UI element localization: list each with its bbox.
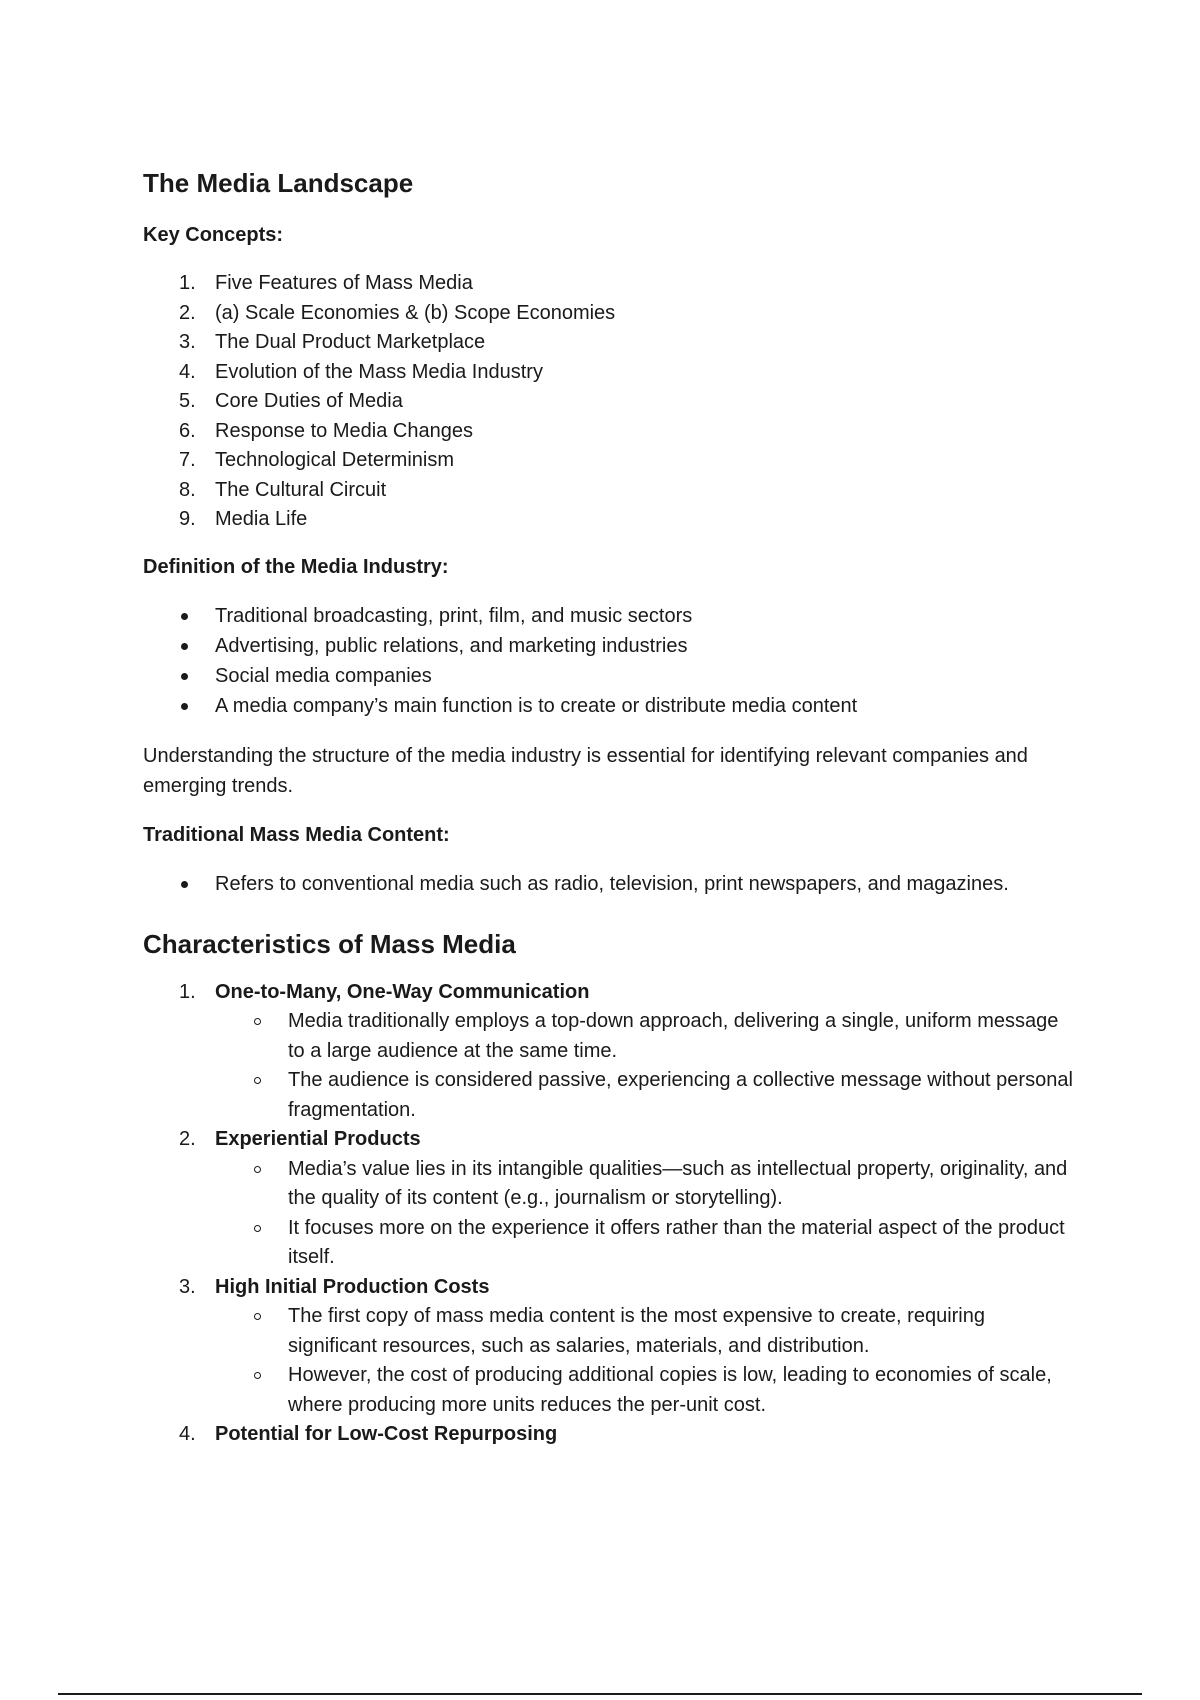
list-number: 6.	[179, 419, 196, 442]
hollow-bullet-icon	[254, 1225, 261, 1232]
sub-item-text: It focuses more on the experience it offers rather than the material aspect of the product itself.	[288, 1216, 1065, 1269]
hollow-bullet-icon	[254, 1166, 261, 1173]
characteristics-heading: Characteristics of Mass Media	[143, 928, 516, 959]
bullet-item	[143, 661, 1073, 691]
hollow-bullet-icon	[254, 1018, 261, 1025]
sub-item	[143, 1007, 1073, 1066]
list-number: 8.	[179, 478, 196, 501]
characteristic-item	[143, 1125, 1073, 1273]
list-item	[143, 476, 1073, 506]
characteristic-item	[143, 978, 1073, 1126]
characteristic-title: One-to-Many, One-Way Communication	[215, 980, 590, 1003]
list-number: 1.	[179, 272, 196, 295]
sub-item-text: The audience is considered passive, experiencing a collective message without personal fragmentation.	[288, 1069, 1073, 1121]
bullet-item-text: Traditional broadcasting, print, film, and music sectors	[215, 604, 693, 627]
list-number: 5.	[179, 390, 196, 413]
list-item-text: Technological Determinism	[215, 449, 454, 472]
sub-item-text: Media’s value lies in its intangible qualities—such as intellectual property, originality, and the quality of its content (e.g., journalism or storytelling).	[288, 1157, 1068, 1210]
list-number: 4.	[179, 1423, 196, 1446]
sub-item	[143, 1155, 1073, 1214]
list-number: 4.	[179, 360, 196, 383]
sub-item-text: The first copy of mass media content is the most expensive to create, requiring significant resources, such as salaries, materials, and distribution.	[288, 1305, 985, 1357]
bullet-item	[143, 631, 1073, 661]
traditional-list	[143, 869, 1073, 899]
list-item	[143, 446, 1073, 476]
bullet-item-text: Advertising, public relations, and marketing industries	[215, 634, 688, 657]
list-item-text: Media Life	[215, 508, 308, 531]
sub-item	[143, 1214, 1073, 1273]
definition-paragraph: Understanding the structure of the media industry is essential for identifying relevant companies and emerging trends.	[143, 744, 1028, 797]
sub-list	[215, 1302, 1073, 1420]
characteristic-item	[143, 1420, 1073, 1450]
list-item	[143, 505, 1073, 535]
list-item	[143, 358, 1073, 388]
hollow-bullet-icon	[254, 1313, 261, 1320]
list-number: 3.	[179, 1275, 196, 1298]
bullet-item-text: A media company’s main function is to create or distribute media content	[215, 694, 858, 717]
list-number: 9.	[179, 508, 196, 531]
document-page	[143, 168, 1073, 1470]
list-item-text: The Cultural Circuit	[215, 478, 387, 501]
key-concepts-heading: Key Concepts:	[143, 224, 284, 247]
page-title: The Media Landscape	[143, 168, 414, 198]
list-number: 1.	[179, 980, 196, 1003]
list-item-text: Five Features of Mass Media	[215, 272, 473, 295]
list-item	[143, 417, 1073, 447]
sub-item	[143, 1361, 1073, 1420]
bullet-item-text: Refers to conventional media such as radio, television, print newspapers, and magazines.	[215, 872, 1009, 895]
bullet-icon	[181, 673, 188, 680]
key-concepts-list	[143, 269, 1073, 535]
list-item-text: (a) Scale Economies & (b) Scope Economies	[215, 301, 616, 324]
list-item	[143, 269, 1073, 299]
bullet-icon	[181, 881, 188, 888]
definition-heading: Definition of the Media Industry:	[143, 555, 449, 578]
bullet-icon	[181, 613, 188, 620]
list-item	[143, 387, 1073, 417]
list-item-text: Response to Media Changes	[215, 419, 473, 442]
characteristic-title: Potential for Low-Cost Repurposing	[215, 1423, 558, 1446]
list-item-text: Evolution of the Mass Media Industry	[215, 360, 543, 383]
bullet-item	[143, 601, 1073, 631]
sub-item-text: Media traditionally employs a top-down approach, delivering a single, uniform message to a large audience at the same time.	[288, 1010, 1059, 1062]
bullet-item-text: Social media companies	[215, 664, 432, 687]
characteristic-title: Experiential Products	[215, 1128, 421, 1151]
sub-list	[215, 1155, 1073, 1273]
hollow-bullet-icon	[254, 1077, 261, 1084]
sub-item-text: However, the cost of producing additional copies is low, leading to economies of scale, where producing more units reduces the per-unit cost.	[288, 1364, 1052, 1416]
traditional-heading: Traditional Mass Media Content:	[143, 823, 450, 846]
bullet-icon	[181, 643, 188, 650]
list-number: 2.	[179, 301, 196, 324]
bullet-item	[143, 691, 1073, 721]
sub-item	[143, 1066, 1073, 1125]
characteristic-title: High Initial Production Costs	[215, 1275, 490, 1298]
characteristic-item	[143, 1273, 1073, 1421]
list-number: 3.	[179, 331, 196, 354]
bullet-icon	[181, 703, 188, 710]
footer-divider	[58, 1693, 1142, 1695]
list-number: 2.	[179, 1128, 196, 1151]
list-item	[143, 299, 1073, 329]
characteristics-list	[143, 978, 1073, 1450]
definition-list	[143, 601, 1073, 721]
sub-list	[215, 1007, 1073, 1125]
hollow-bullet-icon	[254, 1372, 261, 1379]
list-item	[143, 328, 1073, 358]
list-item-text: The Dual Product Marketplace	[215, 331, 486, 354]
list-number: 7.	[179, 449, 196, 472]
sub-item	[143, 1302, 1073, 1361]
list-item-text: Core Duties of Media	[215, 390, 403, 413]
bullet-item	[143, 869, 1073, 899]
